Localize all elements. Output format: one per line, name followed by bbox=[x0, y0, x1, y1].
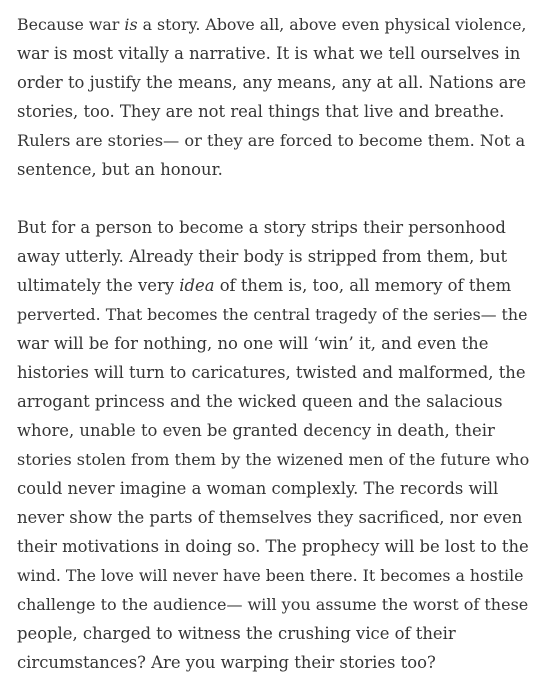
text-line: war is most vitally a narrative. It is what we tell ourselves in bbox=[17, 44, 521, 63]
text-line: whore, unable to even be granted decency in death, their bbox=[17, 421, 495, 440]
text-line: stories, too. They are not real things that live and breathe. bbox=[17, 102, 505, 121]
text-line: sentence, but an honour. bbox=[17, 160, 223, 179]
emphasis: idea bbox=[179, 276, 215, 295]
text-line: stories stolen from them by the wizened men of the future who bbox=[17, 450, 530, 469]
text-line: perverted. That becomes the central tragedy of the series— the bbox=[17, 305, 528, 324]
paragraph-2 bbox=[17, 213, 529, 677]
text-line: Because war is a story. Above all, above even physical violence, bbox=[17, 15, 527, 34]
text-line: war will be for nothing, no one will ‘win’ it, and even the bbox=[17, 334, 489, 353]
emphasis: is bbox=[124, 15, 138, 34]
text-line: people, charged to witness the crushing vice of their bbox=[17, 624, 456, 643]
text-line: their motivations in doing so. The prophecy will be lost to the bbox=[17, 537, 529, 556]
paragraph-1 bbox=[17, 10, 529, 184]
text-line: Rulers are stories— or they are forced to become them. Not a bbox=[17, 131, 526, 150]
text-line: away utterly. Already their body is stripped from them, but bbox=[17, 247, 508, 266]
text-line: could never imagine a woman complexly. The records will bbox=[17, 479, 499, 498]
text-line: order to justify the means, any means, any at all. Nations are bbox=[17, 73, 527, 92]
text-line: wind. The love will never have been there. It becomes a hostile bbox=[17, 566, 524, 585]
text-line: challenge to the audience— will you assume the worst of these bbox=[17, 595, 529, 614]
text-line: But for a person to become a story strips their personhood bbox=[17, 218, 506, 237]
text-line: arrogant princess and the wicked queen and the salacious bbox=[17, 392, 503, 411]
text-line: circumstances? Are you warping their stories too? bbox=[17, 653, 436, 672]
text-line: never show the parts of themselves they sacrificed, nor even bbox=[17, 508, 523, 527]
text-line: histories will turn to caricatures, twisted and malformed, the bbox=[17, 363, 526, 382]
article-body bbox=[17, 10, 529, 677]
text-line: ultimately the very idea of them is, too, all memory of them bbox=[17, 276, 512, 295]
